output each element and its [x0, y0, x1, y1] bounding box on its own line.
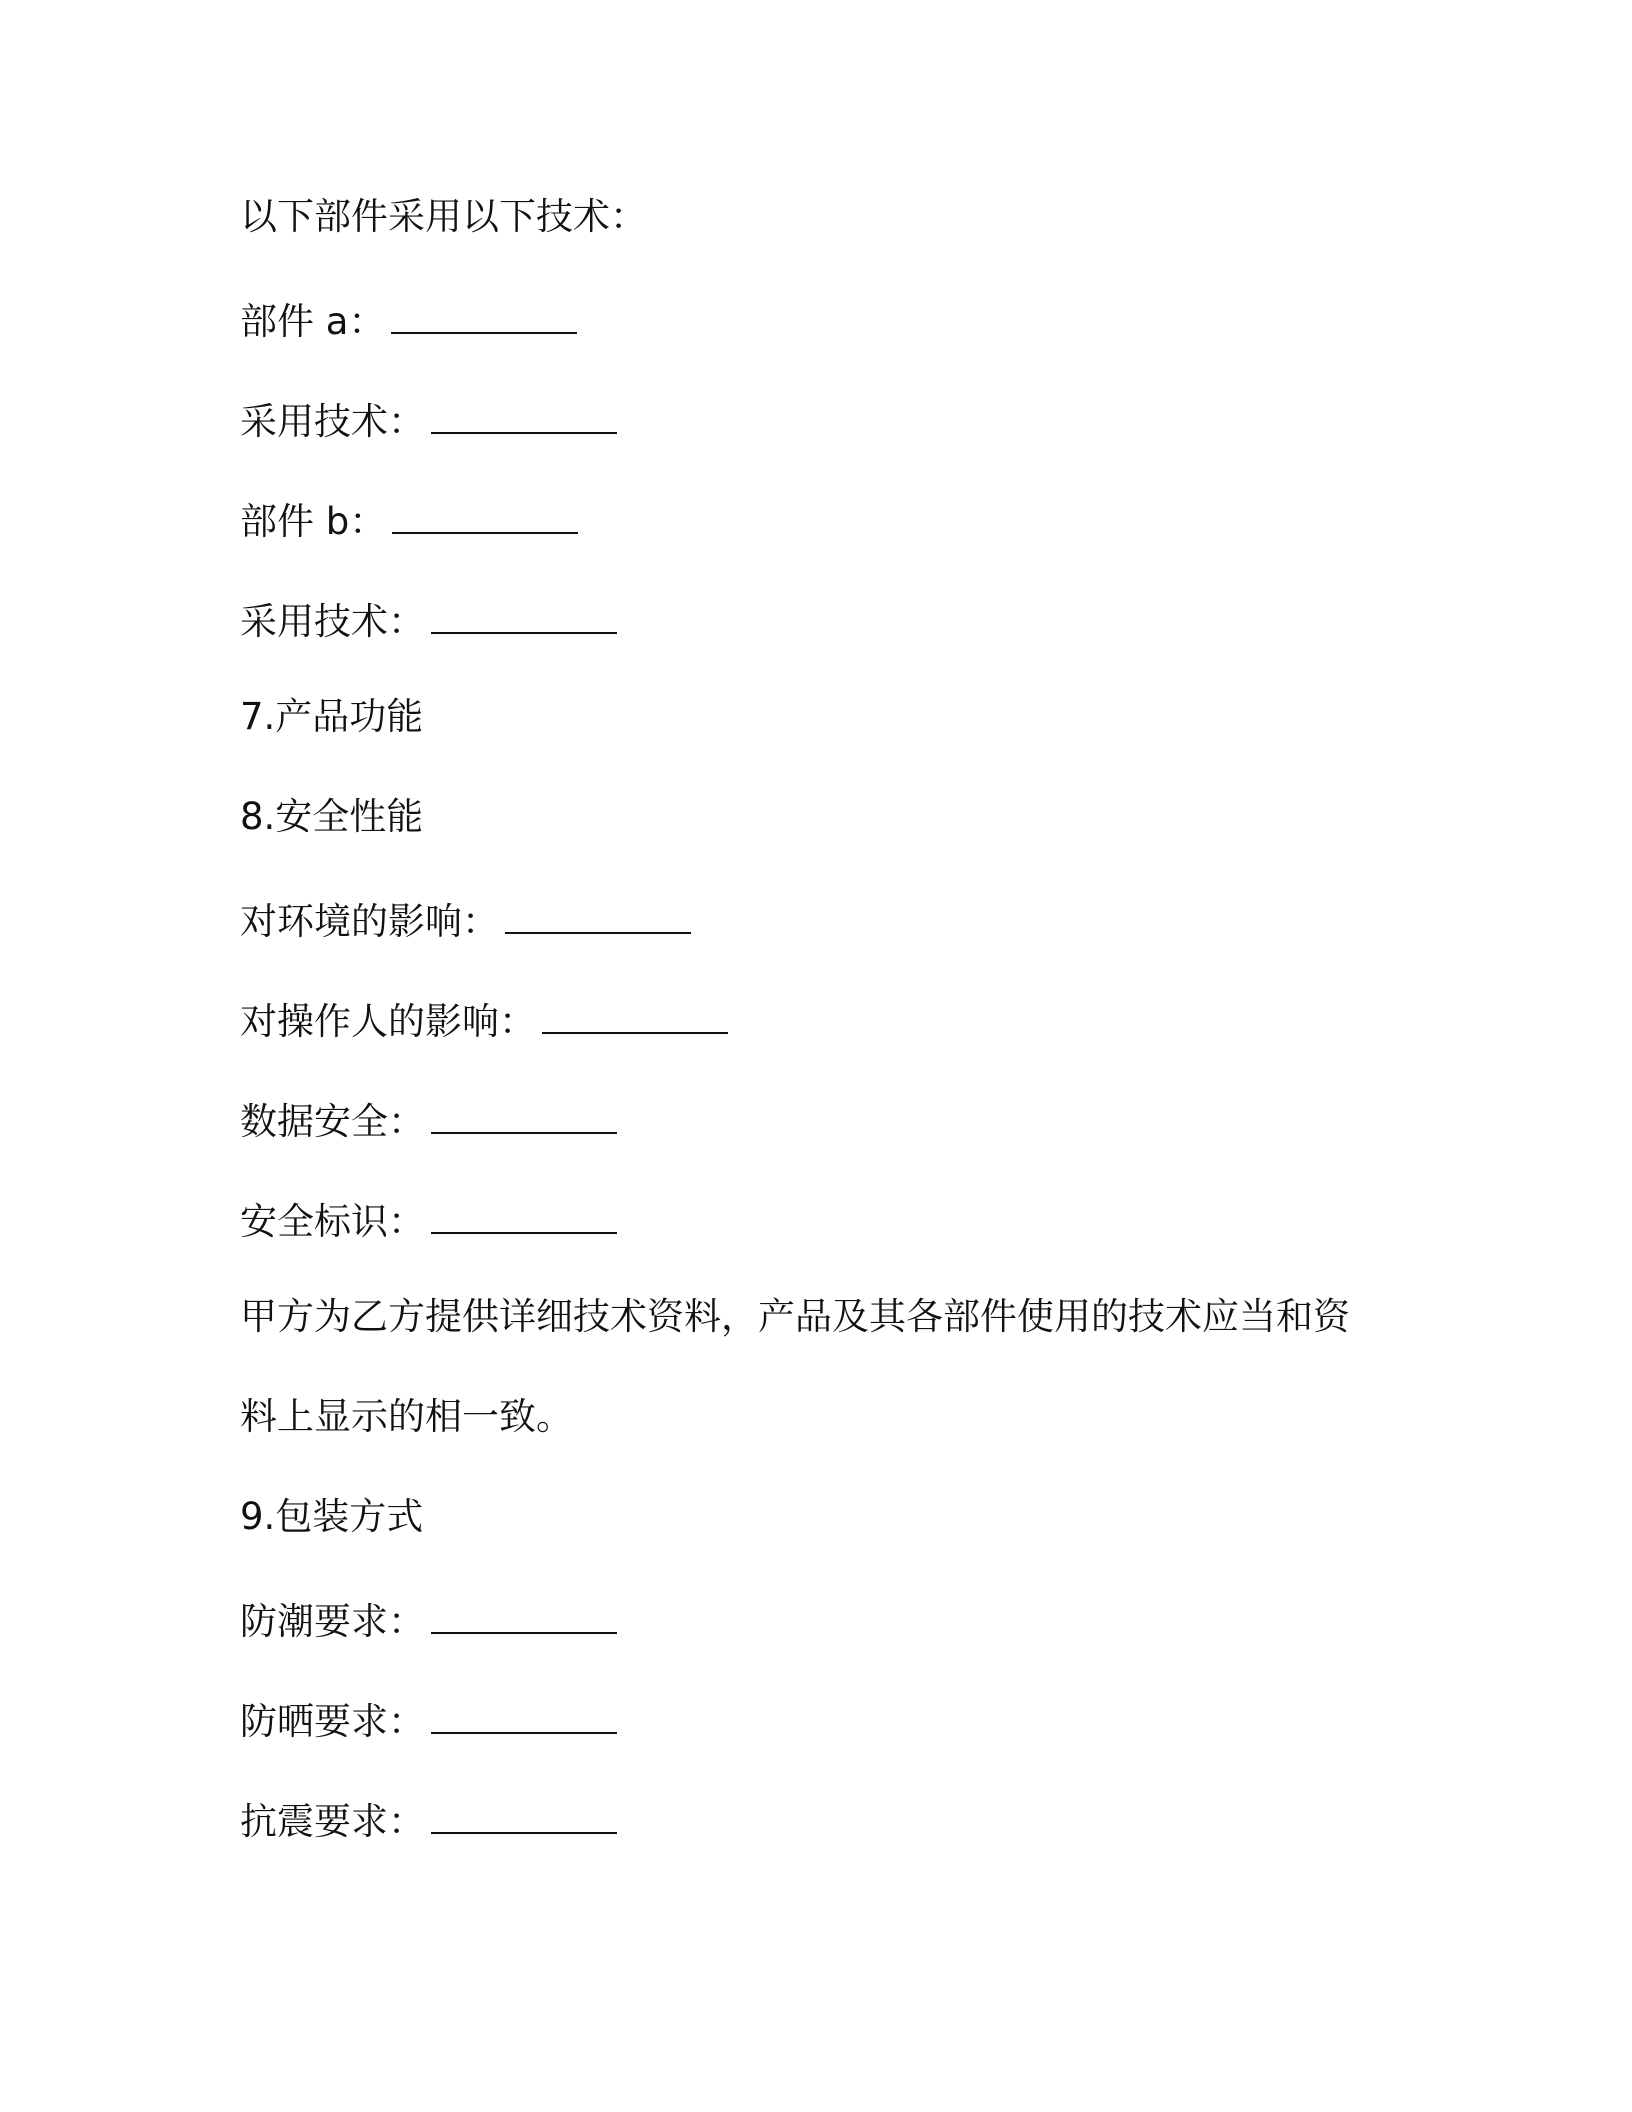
part-b-line	[240, 498, 578, 543]
data-security-blank[interactable]	[431, 1098, 617, 1134]
part-b-tech-label: 采用技术：	[240, 600, 425, 643]
operator-impact-label: 对操作人的影响：	[240, 1000, 536, 1043]
part-a-tech-line	[240, 398, 617, 443]
sun-line	[240, 1698, 617, 1743]
paragraph-line-1	[240, 1295, 1350, 1338]
part-a-blank[interactable]	[391, 298, 577, 334]
operator-impact-blank[interactable]	[542, 998, 728, 1034]
shock-label: 抗震要求：	[240, 1800, 425, 1843]
part-a-line	[240, 298, 577, 343]
section-7-text: 7.产品功能	[240, 695, 424, 738]
part-a-label: 部件 a：	[240, 300, 386, 343]
section-8-title	[240, 795, 424, 838]
part-b-blank[interactable]	[392, 498, 578, 534]
safety-mark-label: 安全标识：	[240, 1200, 425, 1243]
moisture-line	[240, 1598, 617, 1643]
paragraph-text-1: 甲方为乙方提供详细技术资料，产品及其各部件使用的技术应当和资	[240, 1295, 1350, 1338]
shock-blank[interactable]	[431, 1798, 617, 1834]
data-security-label: 数据安全：	[240, 1100, 425, 1143]
safety-mark-line	[240, 1198, 617, 1243]
moisture-blank[interactable]	[431, 1598, 617, 1634]
part-a-tech-label: 采用技术：	[240, 400, 425, 443]
sun-label: 防晒要求：	[240, 1700, 425, 1743]
part-b-tech-blank[interactable]	[431, 598, 617, 634]
operator-impact-line	[240, 998, 728, 1043]
intro-text: 以下部件采用以下技术：	[240, 195, 647, 238]
part-b-tech-line	[240, 598, 617, 643]
section-8-text: 8.安全性能	[240, 795, 424, 838]
safety-mark-blank[interactable]	[431, 1198, 617, 1234]
env-impact-label: 对环境的影响：	[240, 900, 499, 943]
sun-blank[interactable]	[431, 1698, 617, 1734]
section-7-title	[240, 695, 424, 738]
data-security-line	[240, 1098, 617, 1143]
section-9-title	[240, 1495, 424, 1538]
env-impact-blank[interactable]	[505, 898, 691, 934]
intro-line	[240, 195, 647, 238]
paragraph-text-2: 料上显示的相一致。	[240, 1395, 573, 1438]
paragraph-line-2	[240, 1395, 573, 1438]
shock-line	[240, 1798, 617, 1843]
part-b-label: 部件 b：	[240, 500, 387, 543]
section-9-text: 9.包装方式	[240, 1495, 424, 1538]
env-impact-line	[240, 898, 691, 943]
moisture-label: 防潮要求：	[240, 1600, 425, 1643]
part-a-tech-blank[interactable]	[431, 398, 617, 434]
